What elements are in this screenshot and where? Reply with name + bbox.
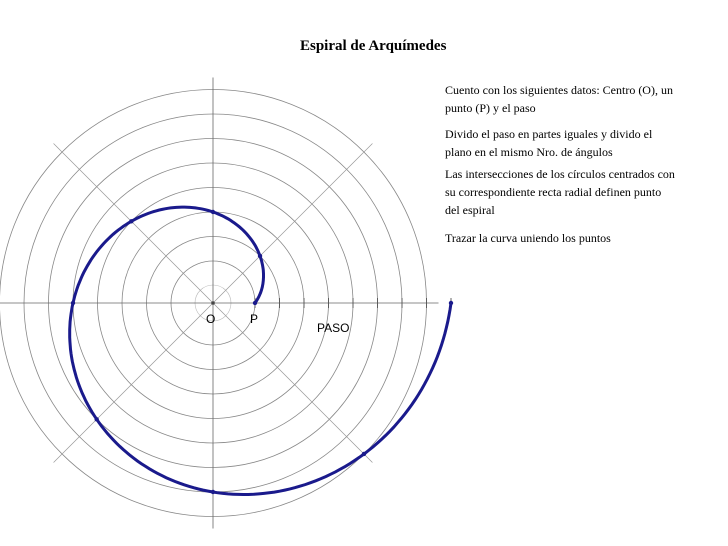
spiral-point-2 <box>211 210 215 214</box>
center-point-o <box>211 301 215 305</box>
point-label-p: P <box>250 312 259 326</box>
spiral-point-4 <box>71 301 75 305</box>
spiral-point-8 <box>449 301 453 305</box>
instruction-note-2: Divido el paso en partes iguales y divido el plano en el mismo Nro. de ángulos <box>445 127 653 159</box>
spiral-point-3 <box>129 219 133 223</box>
step-label-paso: PASO <box>317 321 350 335</box>
spiral-point-0 <box>253 301 257 305</box>
instruction-note-3: Las intersecciones de los círculos centrados con su correspondiente recta radial definen punto del espiral <box>445 167 675 217</box>
instruction-note-4: Trazar la curva uniendo los puntos <box>445 231 611 245</box>
spiral-point-6 <box>211 490 215 494</box>
radial-lines <box>0 78 439 529</box>
page-title: Espiral de Arquímedes <box>300 38 447 54</box>
instruction-note-1: Cuento con los siguientes datos: Centro (O), un punto (P) y el paso <box>445 83 673 115</box>
spiral-point-7 <box>362 452 366 456</box>
spiral-point-5 <box>94 417 98 421</box>
radial-line-3 <box>54 144 213 303</box>
center-label-o: O <box>206 312 216 326</box>
spiral-point-1 <box>258 254 262 258</box>
